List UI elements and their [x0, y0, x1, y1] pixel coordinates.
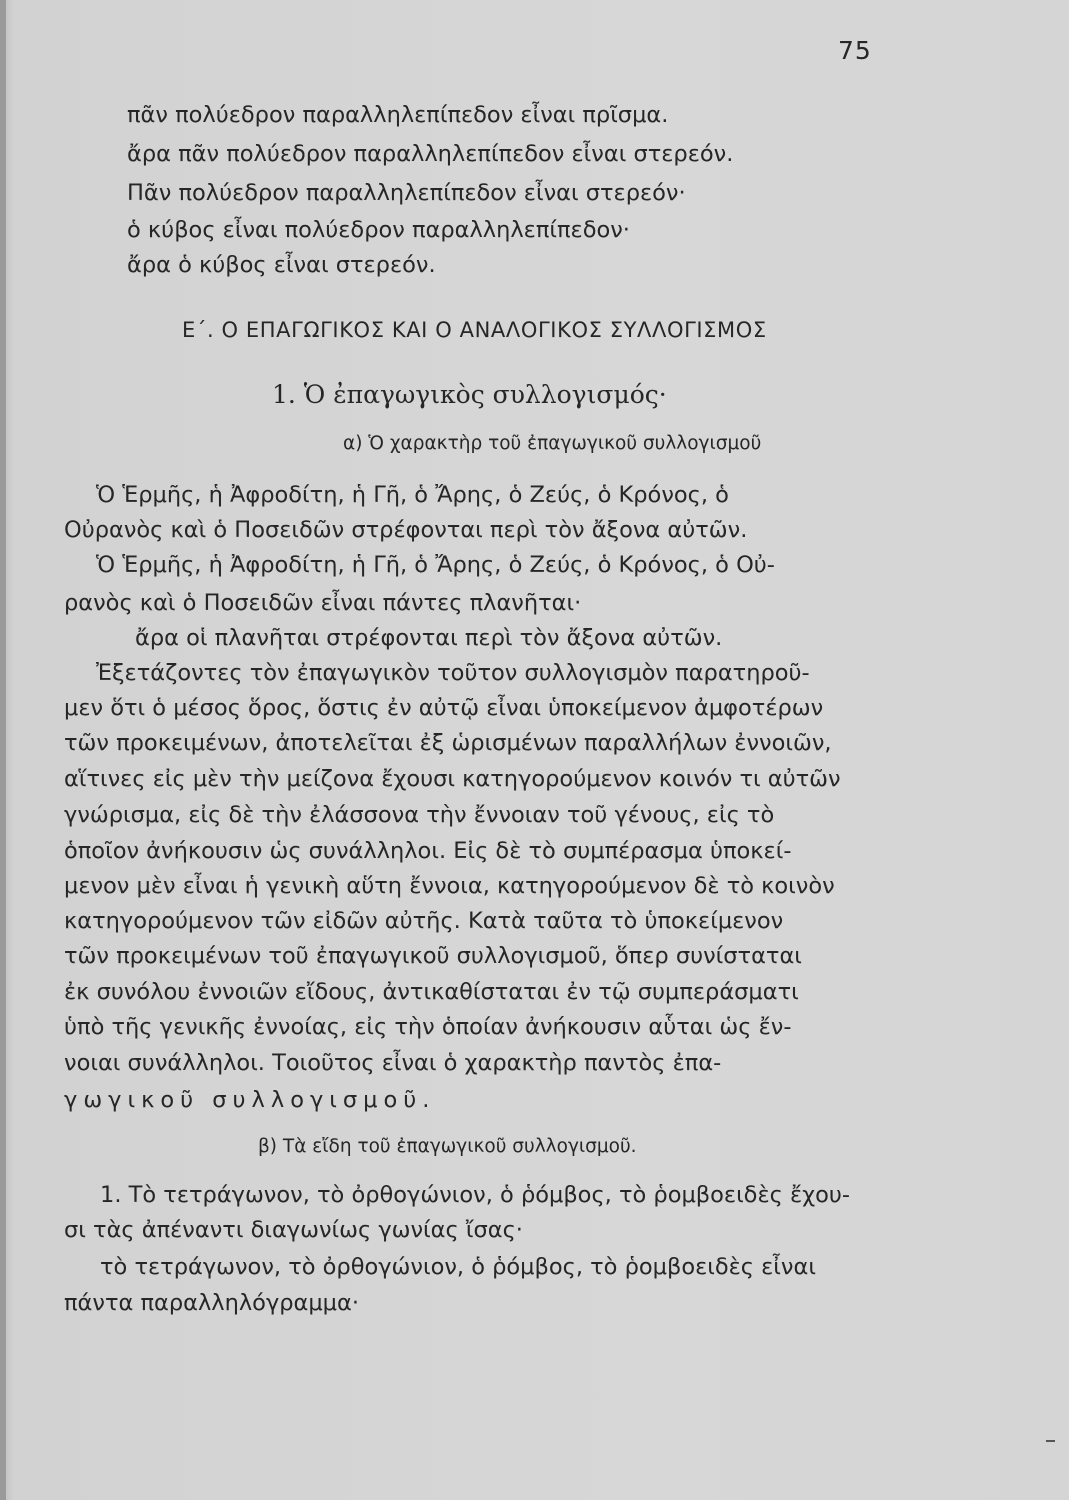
body-line-10: γνώρισμα, εἰς δὲ τὴν ἐλάσσονα τὴν ἔννοιαν τοῦ γένους, εἰς τὸ — [64, 802, 775, 828]
body-line-3: Ὁ Ἑρμῆς, ἡ Ἀφροδίτη, ἡ Γῆ, ὁ Ἄρης, ὁ Ζεύς, ὁ Κρόνος, ὁ Οὐ- — [96, 552, 775, 578]
intro-line-1: πᾶν πολύεδρον παραλληλεπίπεδον εἶναι πρῖσμα. — [127, 102, 669, 128]
body-line-9: αἵτινες εἰς μὲν τὴν μείζονα ἔχουσι κατηγορούμενον κοινόν τι αὐτῶν — [64, 766, 841, 792]
body-line-1: Ὁ Ἑρμῆς, ἡ Ἀφροδίτη, ἡ Γῆ, ὁ Ἄρης, ὁ Ζεύς, ὁ Κρόνος, ὁ — [96, 482, 729, 508]
intro-line-5: ἄρα ὁ κύβος εἶναι στερεόν. — [127, 252, 436, 278]
body-line-2: Οὐρανὸς καὶ ὁ Ποσειδῶν στρέφονται περὶ τὸν ἄξονα αὐτῶν. — [64, 517, 748, 543]
example-line-3: τὸ τετράγωνον, τὸ ὀρθογώνιον, ὁ ῥόμβος, τὸ ῥομβοειδὲς εἶναι — [100, 1254, 816, 1280]
body-line-5: ἄρα οἱ πλανῆται στρέφονται περὶ τὸν ἄξονα αὐτῶν. — [135, 625, 723, 651]
body-line-14: τῶν προκειμένων τοῦ ἐπαγωγικοῦ συλλογισμοῦ, ὅπερ συνίσταται — [64, 943, 802, 969]
body-line-11: ὁποῖον ἀνήκουσιν ὡς συνάλληλοι. Εἰς δὲ τὸ συμπέρασμα ὑποκεί- — [64, 838, 792, 864]
intro-line-2: ἄρα πᾶν πολύεδρον παραλληλεπίπεδον εἶναι στερεόν. — [127, 141, 734, 167]
body-line-8: τῶν προκειμένων, ἀποτελεῖται ἐξ ὡρισμένων παραλλήλων ἐννοιῶν, — [64, 730, 832, 756]
page-number: 75 — [838, 36, 872, 65]
body-line-15: ἐκ συνόλου ἐννοιῶν εἴδους, ἀντικαθίσταται ἐν τῷ συμπεράσματι — [64, 979, 799, 1005]
example-line-2: σι τὰς ἀπέναντι διαγωνίως γωνίας ἴσας· — [64, 1217, 523, 1243]
body-line-18: γωγικοῦ συλλογισμοῦ. — [64, 1087, 436, 1113]
intro-line-3: Πᾶν πολύεδρον παραλληλεπίπεδον εἶναι στερεόν· — [127, 180, 686, 206]
subheading-b: β) Τὰ εἴδη τοῦ ἐπαγωγικοῦ συλλογισμοῦ. — [258, 1136, 637, 1157]
binding-edge — [0, 0, 6, 1500]
body-line-17: νοιαι συνάλληλοι. Τοιοῦτος εἶναι ὁ χαρακτὴρ παντὸς ἐπα- — [64, 1050, 722, 1076]
scan-mark — [1046, 1440, 1055, 1442]
section-heading: Ε΄. Ο ΕΠΑΓΩΓΙΚΟΣ ΚΑΙ Ο ΑΝΑΛΟΓΙΚΟΣ ΣΥΛΛΟΓΙΣΜΟΣ — [182, 318, 767, 342]
subheading-a: α) Ὁ χαρακτὴρ τοῦ ἐπαγωγικοῦ συλλογισμοῦ — [343, 433, 762, 454]
subsection-heading: 1. Ὁ ἐπαγωγικὸς συλλογισμός· — [272, 380, 667, 409]
body-line-13: κατηγορούμενον τῶν εἰδῶν αὐτῆς. Κατὰ ταῦτα τὸ ὑποκείμενον — [64, 908, 784, 934]
intro-line-4: ὁ κύβος εἶναι πολύεδρον παραλληλεπίπεδον· — [127, 217, 630, 243]
example-line-1: 1. Τὸ τετράγωνον, τὸ ὀρθογώνιον, ὁ ῥόμβος, τὸ ῥομβοειδὲς ἔχου- — [100, 1182, 851, 1208]
body-line-12: μενον μὲν εἶναι ἡ γενικὴ αὕτη ἔννοια, κατηγορούμενον δὲ τὸ κοινὸν — [64, 873, 835, 899]
body-line-7: μεν ὅτι ὁ μέσος ὅρος, ὅστις ἐν αὐτῷ εἶναι ὑποκείμενον ἀμφοτέρων — [64, 695, 824, 721]
body-line-6: Ἐξετάζοντες τὸν ἐπαγωγικὸν τοῦτον συλλογισμὸν παρατηροῦ- — [96, 660, 810, 686]
example-line-4: πάντα παραλληλόγραμμα· — [64, 1290, 359, 1316]
body-line-16: ὑπὸ τῆς γενικῆς ἐννοίας, εἰς τὴν ὁποίαν ἀνήκουσιν αὗται ὡς ἔν- — [64, 1014, 792, 1040]
body-line-4: ρανὸς καὶ ὁ Ποσειδῶν εἶναι πάντες πλανῆται· — [64, 590, 582, 616]
